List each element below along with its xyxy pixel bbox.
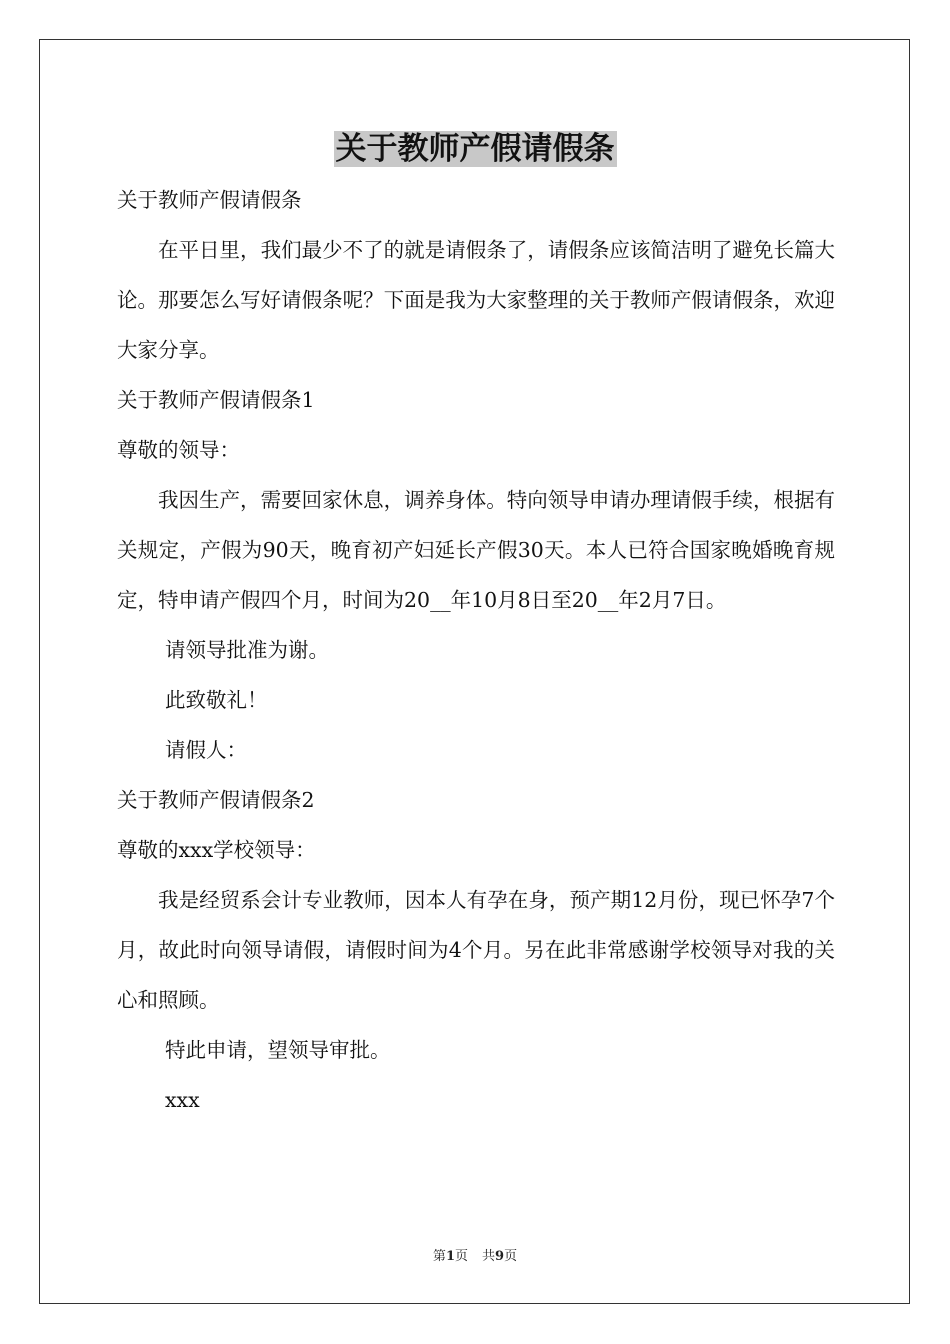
total-label-prefix: 共 xyxy=(482,1249,496,1264)
letter1-salutation: 尊敬的领导： xyxy=(117,438,240,462)
page-footer xyxy=(0,1248,950,1266)
letter2-request: 特此申请，望领导审批。 xyxy=(165,1038,391,1062)
total-pages-number: 9 xyxy=(495,1249,505,1264)
letter1-body: 我因生产，需要回家休息，调养身体。特向领导申请办理请假手续，根据有关规定，产假为90天，晚育初产妇延长产假30天。本人已符合国家晚婚晚育规定，特申请产假四个月，时间为20__年10月8日至20__年2月7日。 xyxy=(117,488,835,612)
document-subtitle: 关于教师产假请假条 xyxy=(117,188,302,212)
document-title-text: 关于教师产假请假条 xyxy=(335,131,615,167)
letter2-body: 我是经贸系会计专业教师，因本人有孕在身，预产期12月份，现已怀孕7个月，故此时向领导请假，请假时间为4个月。另在此非常感谢学校领导对我的关心和照顾。 xyxy=(117,888,835,1012)
page-label-suffix: 页 xyxy=(454,1249,468,1264)
intro-paragraph: 在平日里，我们最少不了的就是请假条了，请假条应该简洁明了避免长篇大论。那要怎么写好请假条呢？下面是我为大家整理的关于教师产假请假条，欢迎大家分享。 xyxy=(117,238,835,362)
letter1-closing: 此致敬礼！ xyxy=(165,688,268,712)
document-title xyxy=(0,127,950,171)
letter1-request: 请领导批准为谢。 xyxy=(165,638,329,662)
current-page-number: 1 xyxy=(445,1249,455,1264)
letter2-signature: xxx xyxy=(165,1088,200,1112)
letter1-heading: 关于教师产假请假条1 xyxy=(117,388,315,412)
letter1-signature: 请假人： xyxy=(165,738,247,762)
letter2-heading: 关于教师产假请假条2 xyxy=(117,788,315,812)
document-body xyxy=(117,175,835,1125)
page-label-prefix: 第 xyxy=(432,1249,446,1264)
total-label-suffix: 页 xyxy=(504,1249,518,1264)
letter2-salutation: 尊敬的xxx学校领导： xyxy=(117,838,316,862)
